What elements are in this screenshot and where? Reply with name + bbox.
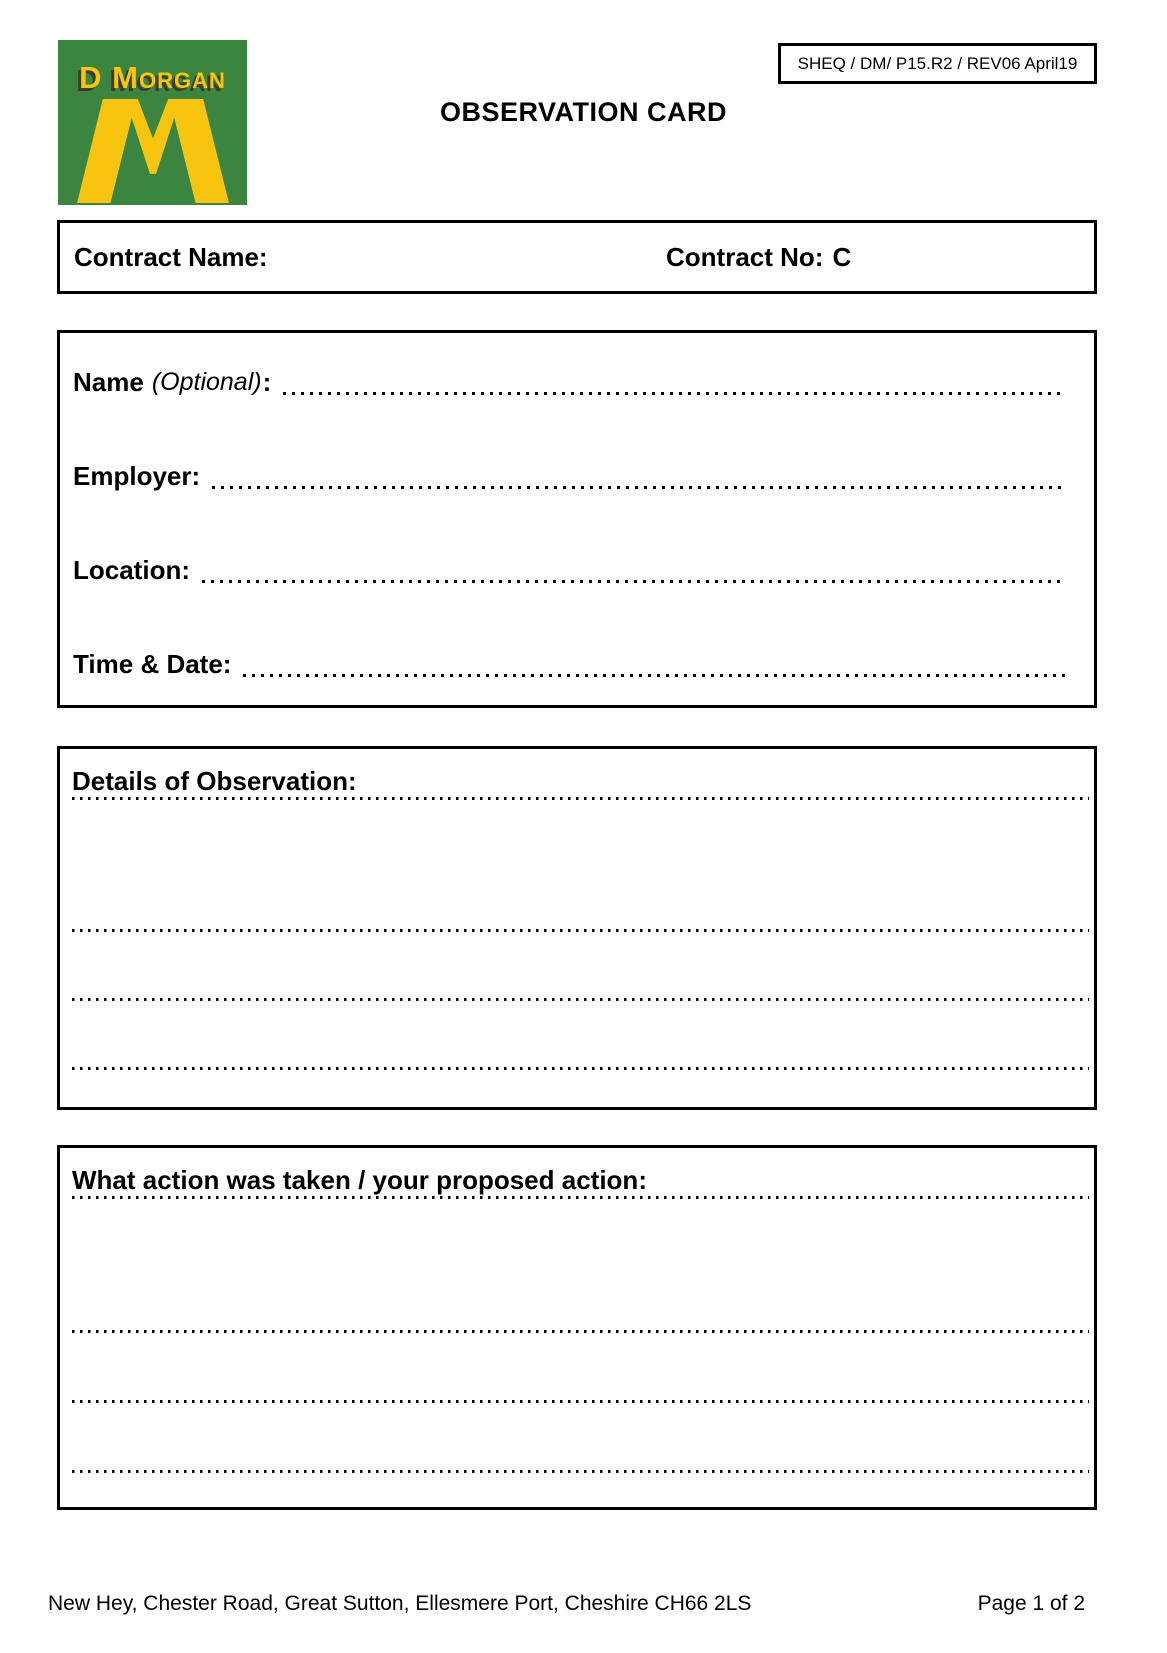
page-footer — [48, 1592, 1085, 1616]
contract-name-label: Contract Name: — [74, 241, 268, 272]
contract-number-value: C — [832, 241, 852, 272]
contract-number — [666, 242, 851, 273]
dotted-write-line — [212, 486, 1066, 489]
footer-address: New Hey, Chester Road, Great Sutton, Ellesmere Port, Cheshire CH66 2LS — [48, 1592, 752, 1615]
details-of-observation-box — [57, 746, 1097, 1110]
identity-fields-box — [57, 330, 1097, 708]
dotted-write-line — [72, 1196, 1089, 1199]
revision-code: SHEQ / DM/ P15.R2 / REV06 April19 — [797, 53, 1078, 73]
page-title: OBSERVATION CARD — [439, 97, 728, 127]
company-name: D Morgan — [79, 60, 226, 95]
field-label: Time & Date — [73, 648, 223, 679]
field-colon: : — [222, 648, 232, 679]
dotted-write-line — [72, 1067, 1089, 1070]
section-heading: Details of Observation: — [72, 766, 357, 796]
contract-number-label: Contract No: — [666, 241, 824, 272]
field-colon: : — [181, 554, 191, 585]
dotted-write-line — [72, 929, 1089, 932]
dotted-write-line — [202, 580, 1066, 583]
field-colon: : — [191, 460, 201, 491]
field-row-location — [60, 523, 1094, 617]
dotted-write-line — [72, 1400, 1089, 1403]
field-colon: : — [262, 366, 272, 397]
field-label: Location — [73, 554, 182, 585]
field-row-name — [60, 335, 1094, 429]
revision-code-box — [778, 43, 1097, 84]
dotted-write-line — [72, 1330, 1089, 1333]
dotted-write-line — [72, 1470, 1089, 1473]
section-heading: What action was taken / your proposed action: — [72, 1165, 647, 1195]
action-taken-box — [57, 1145, 1097, 1510]
field-label: Employer — [73, 460, 192, 491]
contract-bar — [57, 220, 1097, 294]
field-optional-qualifier: (Optional) — [151, 367, 262, 396]
footer-page-number: Page 1 of 2 — [977, 1592, 1085, 1615]
field-label: Name — [73, 366, 144, 397]
dotted-write-line — [283, 392, 1066, 395]
dotted-write-line — [72, 998, 1089, 1001]
field-row-employer — [60, 429, 1094, 523]
field-row-time-date — [60, 617, 1094, 711]
dotted-write-line — [243, 674, 1066, 677]
dotted-write-line — [72, 797, 1089, 800]
